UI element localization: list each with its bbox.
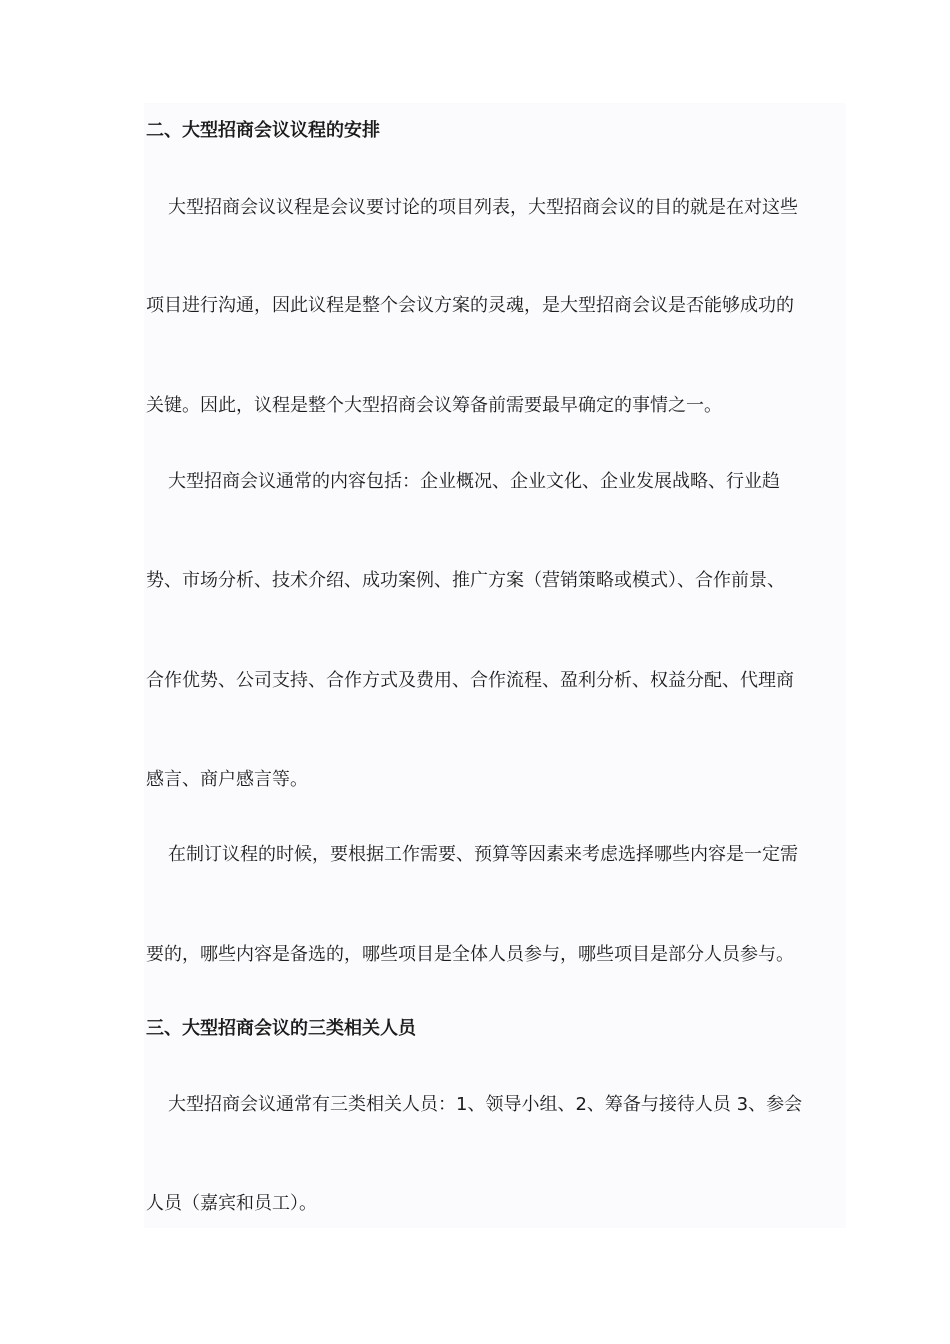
section-heading-agenda: 二、大型招商会议议程的安排	[146, 120, 380, 141]
document-content-panel	[144, 103, 846, 1228]
paragraph-line: 要的，哪些内容是备选的，哪些项目是全体人员参与，哪些项目是部分人员参与。	[146, 944, 794, 965]
paragraph-line: 大型招商会议通常有三类相关人员：1、领导小组、2、筹备与接待人员 3、参会	[168, 1094, 803, 1115]
paragraph-line: 合作优势、公司支持、合作方式及费用、合作流程、盈利分析、权益分配、代理商	[146, 670, 794, 691]
paragraph-line: 在制订议程的时候，要根据工作需要、预算等因素来考虑选择哪些内容是一定需	[168, 844, 798, 865]
paragraph-line: 项目进行沟通，因此议程是整个会议方案的灵魂，是大型招商会议是否能够成功的	[146, 295, 794, 316]
paragraph-line: 势、市场分析、技术介绍、成功案例、推广方案（营销策略或模式）、合作前景、	[146, 570, 785, 591]
paragraph-line: 感言、商户感言等。	[146, 769, 308, 790]
paragraph-line: 关键。因此，议程是整个大型招商会议筹备前需要最早确定的事情之一。	[146, 395, 722, 416]
paragraph-line: 大型招商会议议程是会议要讨论的项目列表，大型招商会议的目的就是在对这些	[168, 197, 798, 218]
section-heading-attendees: 三、大型招商会议的三类相关人员	[146, 1018, 416, 1039]
paragraph-line: 人员（嘉宾和员工）。	[146, 1193, 317, 1214]
paragraph-line: 大型招商会议通常的内容包括：企业概况、企业文化、企业发展战略、行业趋	[168, 471, 780, 492]
